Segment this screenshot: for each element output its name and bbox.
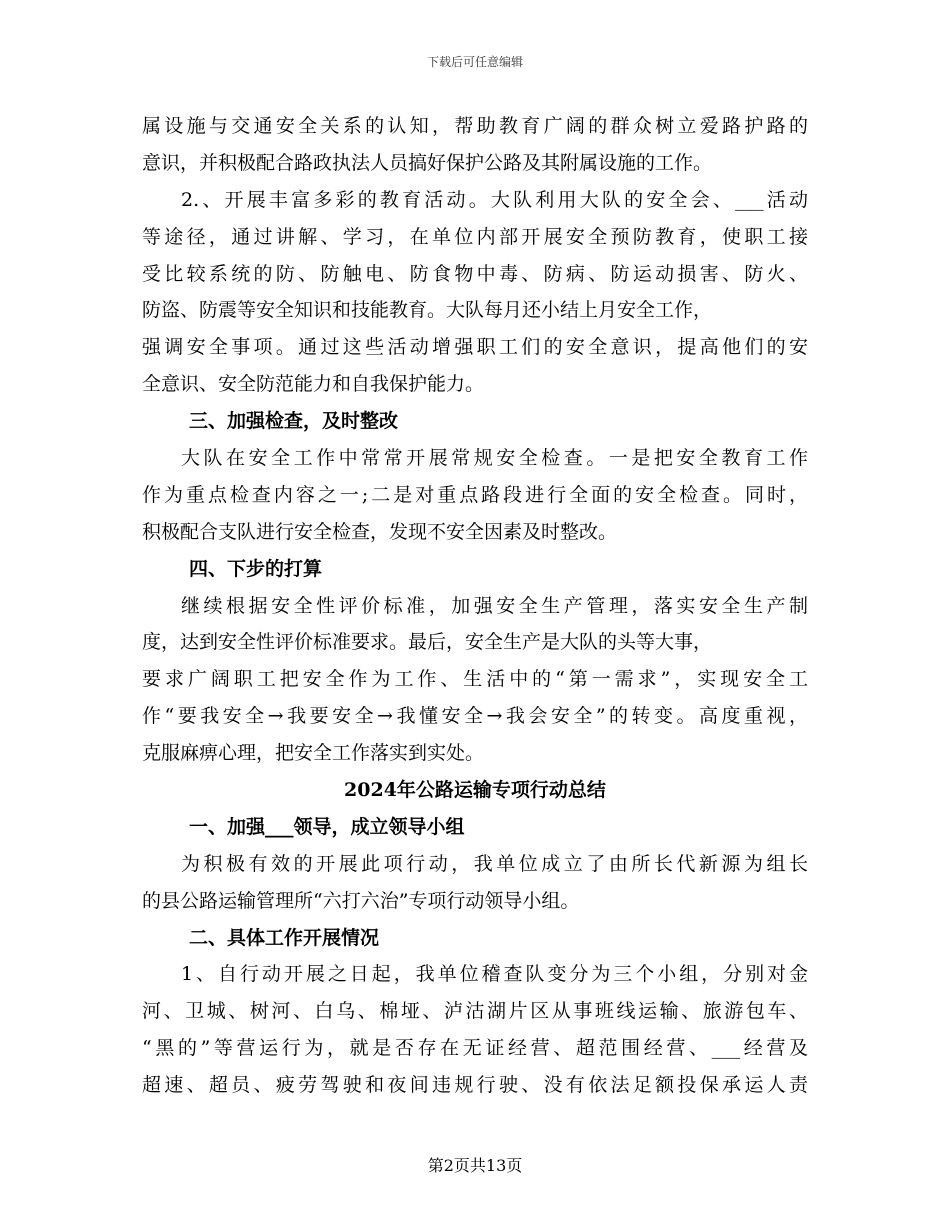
text-line: 作“要我安全→我要安全→我懂安全→我会安全”的转变。高度重视， (142, 705, 808, 728)
text-line: 河、卫城、树河、白乌、棉垭、泸沽湖片区从事班线运输、旅游包车、 (142, 1000, 808, 1023)
text-line: “黑的”等营运行为，就是否存在无证经营、超范围经营、___经营及 (142, 1037, 808, 1060)
text-line: 属设施与交通安全关系的认知，帮助教育广阔的群众树立爱路护路的 (142, 115, 808, 137)
text-line: 要求广阔职工把安全作为工作、生活中的“第一需求”，实现安全工 (142, 668, 808, 691)
text-line: 的县公路运输管理所“六打六治”专项行动领导小组。 (142, 889, 580, 912)
section-heading: 四、下步的打算 (189, 557, 323, 580)
page-header: 下载后可任意编辑 (426, 55, 523, 69)
text-line: 超速、超员、疲劳驾驶和夜间违规行驶、没有依法足额投保承运人责 (142, 1074, 808, 1097)
text-line: 积极配合支队进行安全检查，发现不安全因素及时整改。 (142, 520, 618, 543)
text-line: 克服麻痹心理，把安全工作落实到实处。 (142, 742, 485, 765)
text-line: 防盗、防震等安全知识和技能教育。大队每月还小结上月安全工作， (142, 299, 713, 322)
section-heading: 一、加强___领导，成立领导小组 (189, 815, 465, 838)
section-heading: 三、加强检查，及时整改 (189, 410, 399, 433)
text-line: 意识，并积极配合路政执法人员搞好保护公路及其附属设施的工作。 (142, 151, 713, 174)
text-line: 度，达到安全性评价标准要求。最后，安全生产是大队的头等大事， (142, 631, 713, 654)
page-footer: 第2页共13页 (427, 1156, 523, 1175)
section-heading: 二、具体工作开展情况 (189, 926, 380, 949)
text-line: 作为重点检查内容之一;二是对重点路段进行全面的安全检查。同时， (142, 483, 808, 506)
section-title: 2024年公路运输专项行动总结 (344, 779, 606, 802)
document-body (142, 108, 808, 1104)
text-line: 全意识、安全防范能力和自我保护能力。 (142, 373, 485, 396)
text-line: 2.、开展丰富多彩的教育活动。大队利用大队的安全会、___活动 (181, 188, 808, 211)
text-line: 为积极有效的开展此项行动，我单位成立了由所长代新源为组长 (181, 852, 808, 875)
text-line: 继续根据安全性评价标准，加强安全生产管理，落实安全生产制 (181, 594, 808, 617)
text-line: 大队在安全工作中常常开展常规安全检查。一是把安全教育工作 (181, 447, 808, 470)
text-line: 强调安全事项。通过这些活动增强职工们的安全意识，提高他们的安 (142, 336, 808, 359)
text-line: 受比较系统的防、防触电、防食物中毒、防病、防运动损害、防火、 (142, 262, 808, 285)
text-line: 等途径，通过讲解、学习，在单位内部开展安全预防教育，使职工接 (142, 225, 808, 248)
text-line: 1、自行动开展之日起，我单位稽查队变分为三个小组，分别对金 (181, 963, 808, 986)
